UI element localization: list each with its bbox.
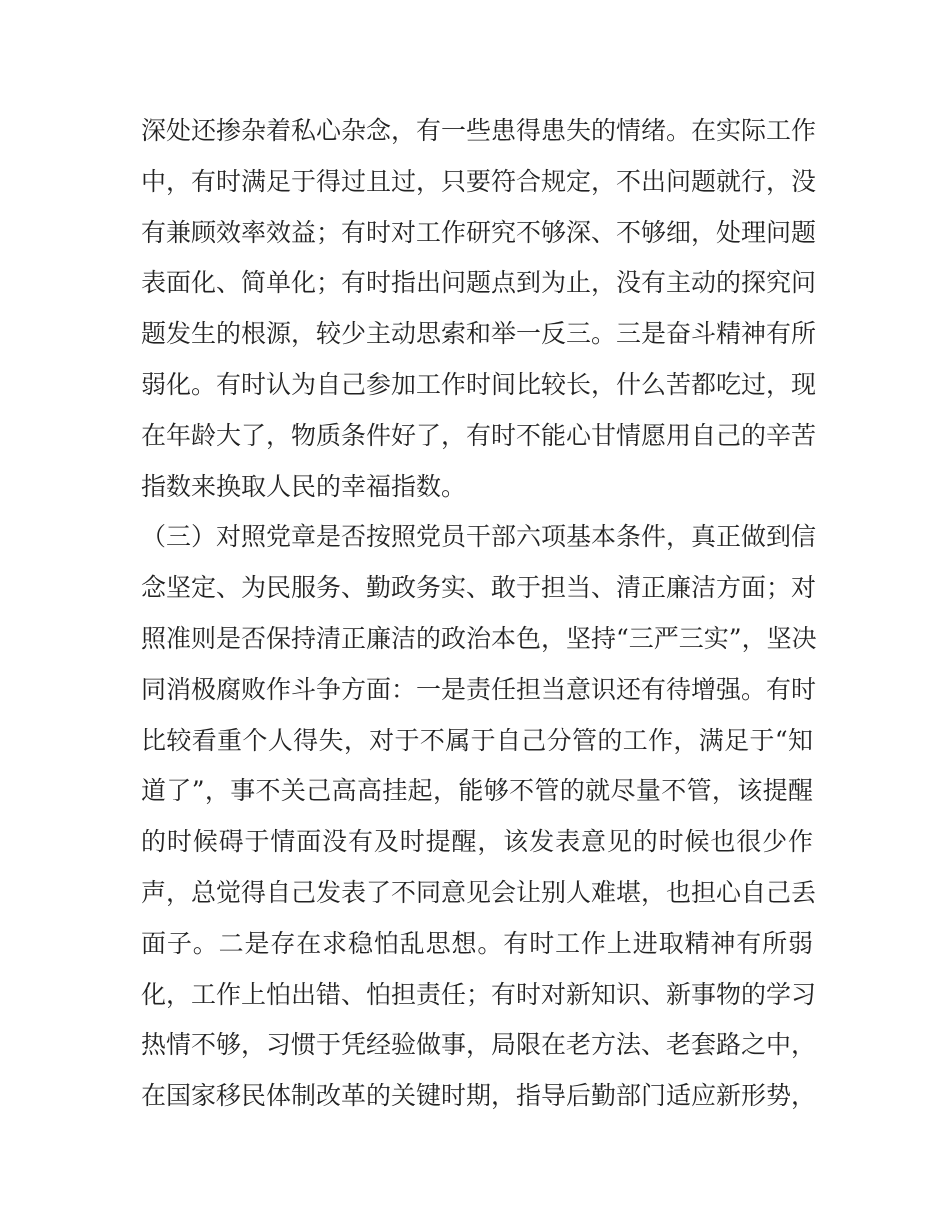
text-line: 弱化。有时认为自己参加工作时间比较长，什么苦都吃过，现	[141, 369, 817, 399]
text-line: 深处还掺杂着私心杂念，有一些患得患失的情绪。在实际工作	[141, 116, 817, 145]
text-line: 道了”，事不关己高高挂起，能够不管的就尽量不管，该提醒	[141, 776, 813, 806]
text-line: 有兼顾效率效益；有时对工作研究不够深、不够细，处理问题	[141, 217, 817, 247]
text-line: 声，总觉得自己发表了不同意见会让别人难堪，也担心自己丢	[141, 877, 817, 907]
text-line: （三）对照党章是否按照党员干部六项基本条件，真正做到信	[141, 522, 817, 552]
text-line: 化，工作上怕出错、怕担责任；有时对新知识、新事物的学习	[141, 979, 817, 1009]
text-line: 热情不够，习惯于凭经验做事，局限在老方法、老套路之中，	[141, 1030, 817, 1060]
text-line: 念坚定、为民服务、勤政务实、敢于担当、清正廉洁方面；对	[141, 573, 817, 603]
text-line: 在国家移民体制改革的关键时期，指导后勤部门适应新形势，	[141, 1081, 817, 1111]
text-line: 指数来换取人民的幸福指数。	[141, 471, 467, 501]
text-line: 表面化、简单化；有时指出问题点到为止，没有主动的探究问	[141, 268, 817, 298]
text-line: 照准则是否保持清正廉洁的政治本色，坚持“三严三实”，坚决	[141, 623, 817, 653]
text-line: 同消极腐败作斗争方面：一是责任担当意识还有待增强。有时	[141, 674, 817, 704]
text-line: 的时候碍于情面没有及时提醒，该发表意见的时候也很少作	[141, 827, 813, 857]
body-text	[141, 106, 817, 1122]
text-line: 在年龄大了，物质条件好了，有时不能心甘情愿用自己的辛苦	[141, 420, 817, 450]
text-line: 中，有时满足于得过且过，只要符合规定，不出问题就行，没	[141, 166, 817, 196]
text-line: 面子。二是存在求稳怕乱思想。有时工作上进取精神有所弱	[141, 928, 813, 958]
text-line: 题发生的根源，较少主动思索和举一反三。三是奋斗精神有所	[141, 319, 817, 349]
text-line: 比较看重个人得失，对于不属于自己分管的工作，满足于“知	[141, 725, 813, 755]
